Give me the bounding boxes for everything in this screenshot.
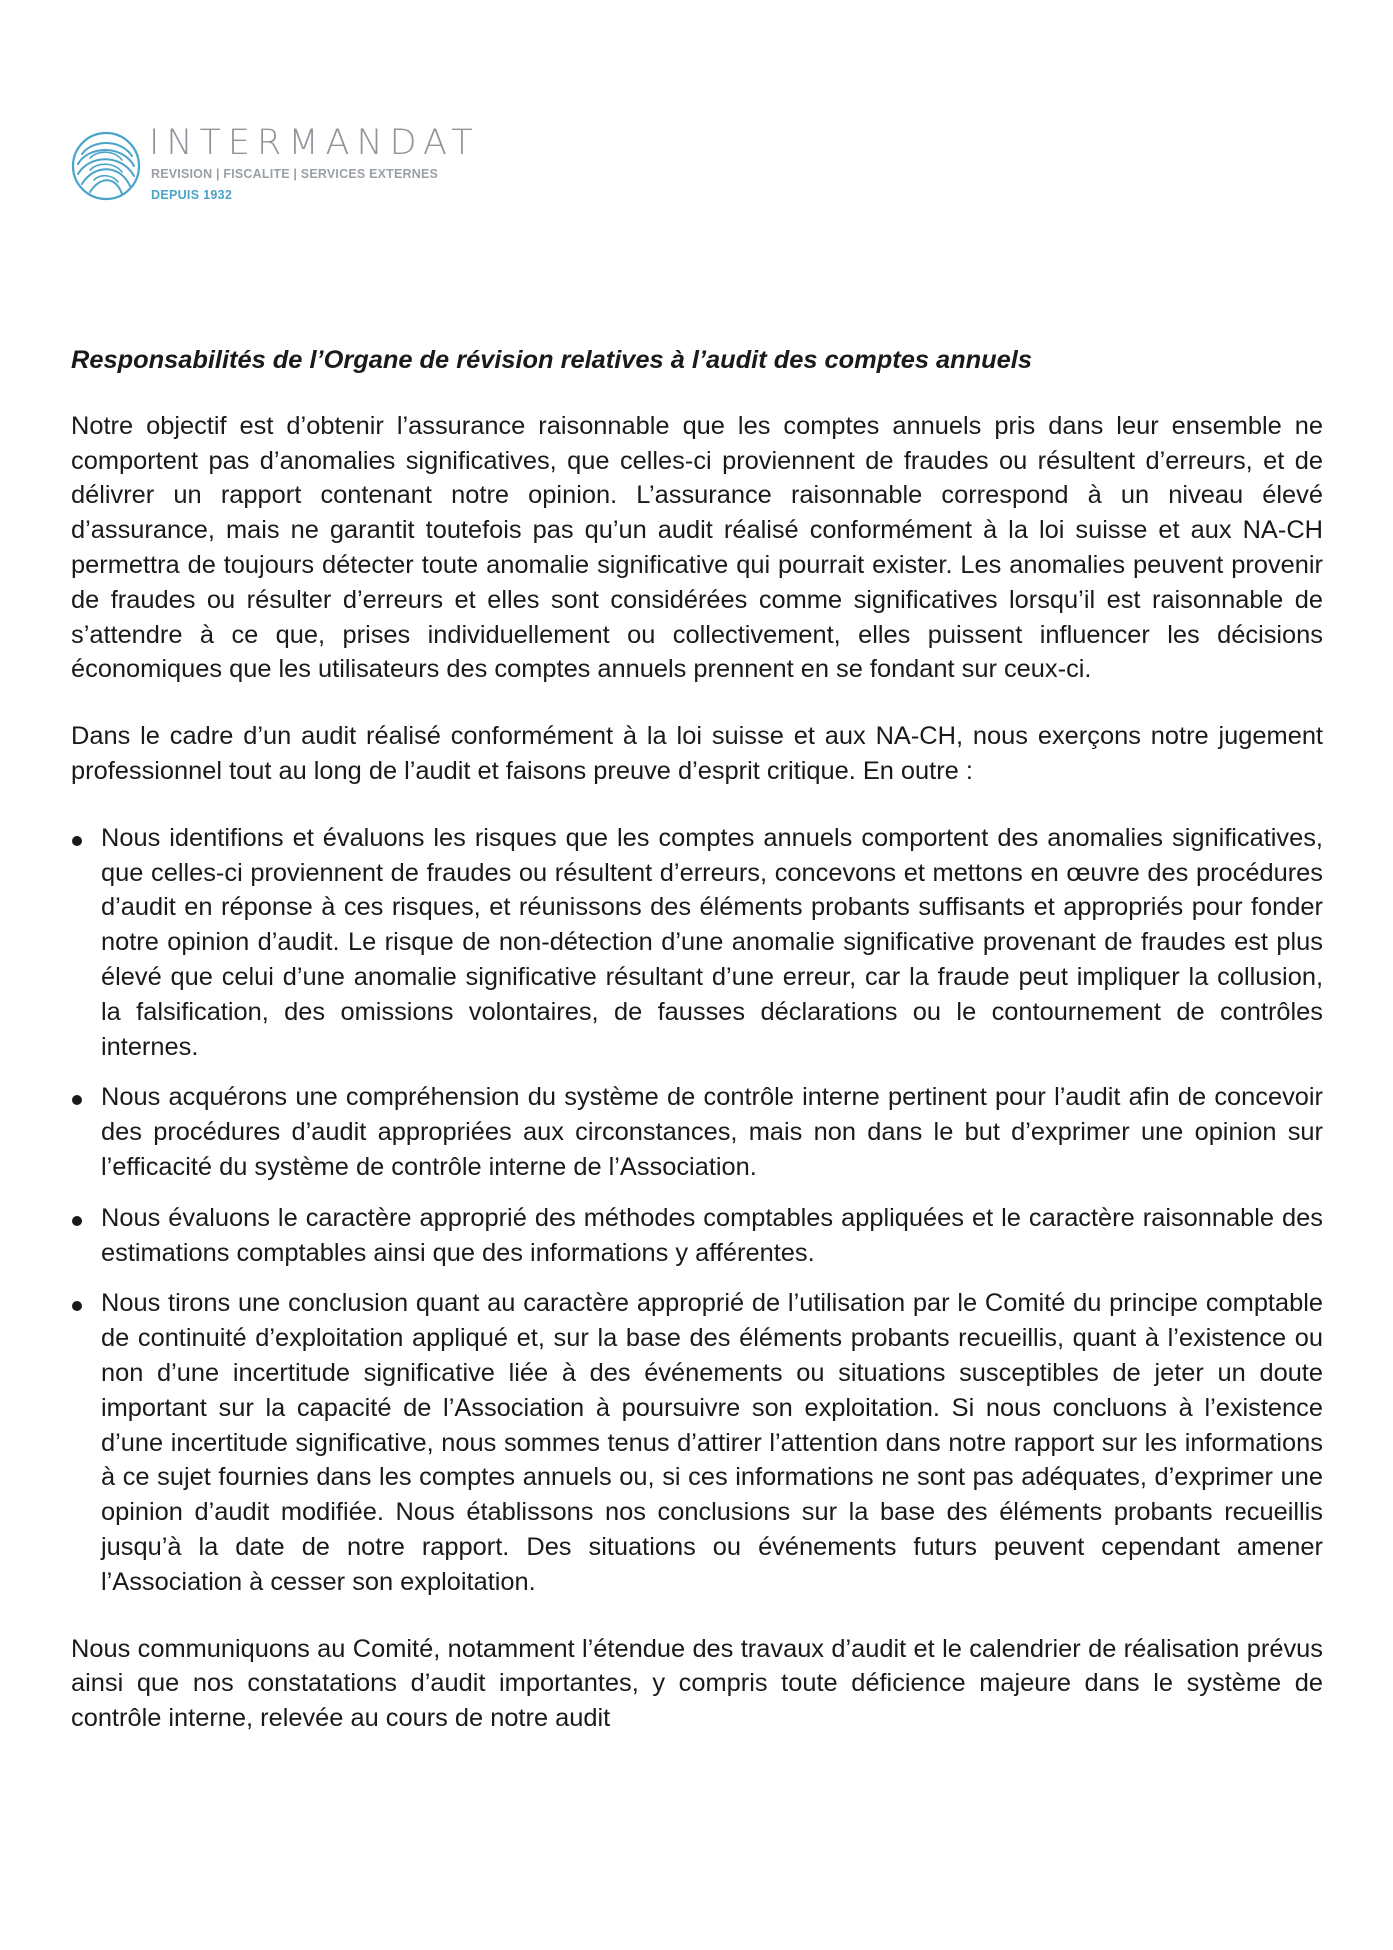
logo-tagline: REVISION | FISCALITE | SERVICES EXTERNES xyxy=(151,167,439,181)
bullet-icon xyxy=(72,836,82,846)
bullet-icon xyxy=(72,1216,82,1226)
paragraph-objective: Notre objectif est d’obtenir l’assurance raisonnable que les comptes annuels pris dans leur ensemble ne comportent pas d’anomalies significatives, que celles-ci proviennent de fraudes ou résultent d’erreurs, et de délivrer un rapport contenant notre opinion. L’assurance raisonnable correspond à un niveau élevé d’assurance, mais ne garantit toutefois pas qu’un audit réalisé conformément à la loi suisse et aux NA-CH permettra de toujours détecter toute anomalie significative qui pourrait exister. Les anomalies peuvent provenir de fraudes ou résulter d’erreurs et elles sont considérées comme significatives lorsqu’il est raisonnable de s’attendre à ce que, prises individuellement ou collectivement, elles puissent influencer les décisions économiques que les utilisateurs des comptes annuels prennent en se fondant sur ceux-ci. xyxy=(71,411,1323,684)
document-body xyxy=(71,343,1323,1768)
bullet-icon xyxy=(72,1301,82,1311)
logo-founded-year: DEPUIS 1932 xyxy=(151,188,233,202)
paragraph-framework: Dans le cadre d’un audit réalisé conformément à la loi suisse et aux NA-CH, nous exerçons notre jugement professionnel tout au long de l’audit et faisons preuve d’esprit critique. En outre : xyxy=(71,722,1323,785)
list-item-text: Nous acquérons une compréhension du système de contrôle interne pertinent pour l’audit afin de concevoir des procédures d’audit appropriées aux circonstances, mais non dans le but d’exprimer une opinion sur l’efficacité du système de contrôle interne de l’Association. xyxy=(101,1083,1323,1181)
section-heading: Responsabilités de l’Organe de révision relatives à l’audit des comptes annuels xyxy=(71,346,1032,374)
responsibilities-list xyxy=(71,821,1323,1600)
list-item-text: Nous identifions et évaluons les risques que les comptes annuels comportent des anomalies significatives, que celles-ci proviennent de fraudes ou résultent d’erreurs, concevons et mettons en œuvre des procédures d’audit en réponse à ces risques, et réunissons des éléments probants suffisants et appropriés pour fonder notre opinion d’audit. Le risque de non-détection d’une anomalie significative provenant de fraudes est plus élevé que celui d’une anomalie significative résultant d’une erreur, car la fraude peut impliquer la collusion, la falsification, des omissions volontaires, de fausses déclarations ou le contournement de contrôles internes. xyxy=(101,823,1323,1061)
paragraph-communication: Nous communiquons au Comité, notamment l’étendue des travaux d’audit et le calendrier de réalisation prévus ainsi que nos constatations d’audit importantes, y compris toute déficience majeure dans le système de contrôle interne, relevée au cours de notre audit xyxy=(71,1634,1323,1733)
bullet-icon xyxy=(72,1095,82,1105)
company-logo xyxy=(70,123,480,206)
list-item xyxy=(71,821,1323,1065)
list-item-text: Nous tirons une conclusion quant au caractère approprié de l’utilisation par le Comité du principe comptable de continuité d’exploitation appliqué et, sur la base des éléments probants recueillis, quant à l’existence ou non d’une incertitude significative liée à des événements ou situations susceptibles de jeter un doute important sur la capacité de l’Association à poursuivre son exploitation. Si nous concluons à l’existence d’une incertitude significative, nous sommes tenus d’attirer l’attention dans notre rapport sur les informations à ce sujet fournies dans les comptes annuels ou, si ces informations ne sont pas adéquates, d’exprimer une opinion d’audit modifiée. Nous établissons nos conclusions sur la base des éléments probants recueillis jusqu’à la date de notre rapport. Des situations ou événements futurs peuvent cependant amener l’Association à cesser son exploitation. xyxy=(101,1289,1323,1596)
logo-company-name: INTERMANDAT xyxy=(149,123,480,163)
intermandat-logo-mark-icon xyxy=(70,130,142,202)
list-item-text: Nous évaluons le caractère approprié des méthodes comptables appliquées et le caractère raisonnable des estimations comptables ainsi que des informations y afférentes. xyxy=(101,1203,1323,1267)
list-item xyxy=(71,1080,1323,1184)
list-item xyxy=(71,1201,1323,1271)
list-item xyxy=(71,1286,1323,1599)
